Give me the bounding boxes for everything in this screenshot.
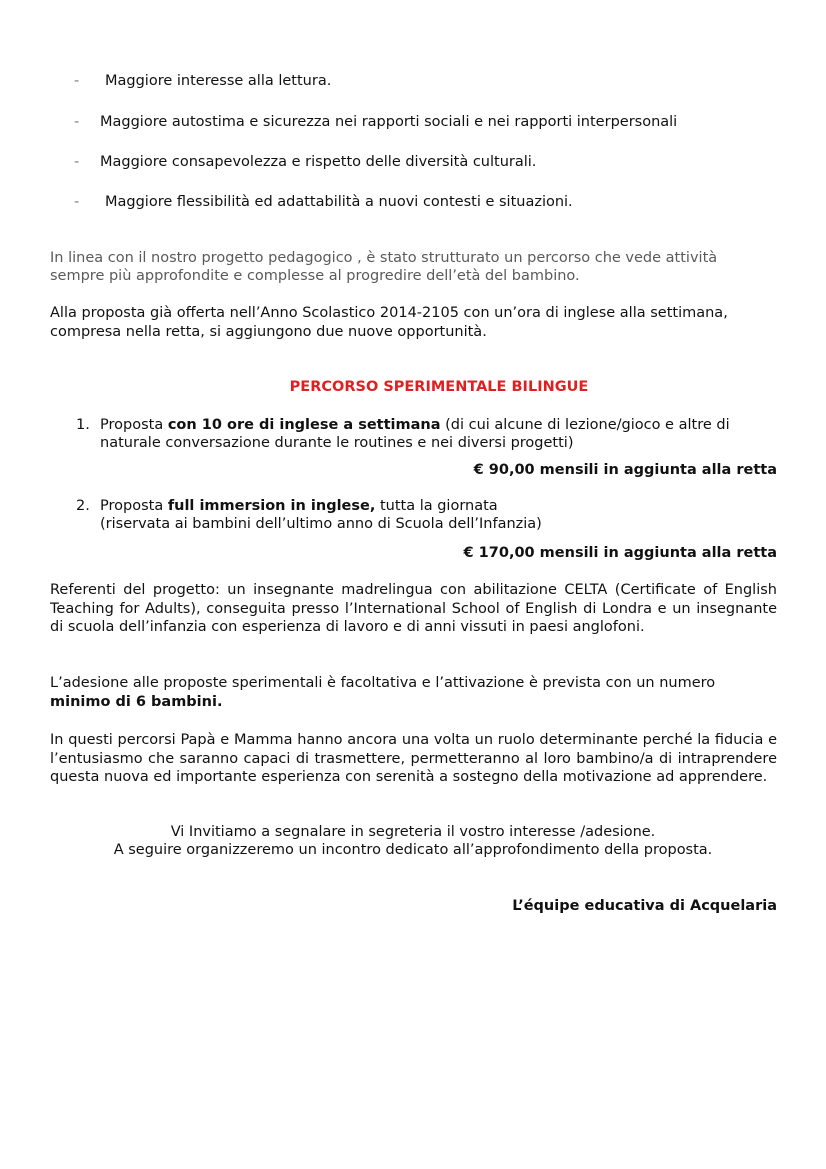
- option-prefix: Proposta: [100, 417, 168, 433]
- bullet-marker: -: [74, 73, 80, 89]
- option-bold: full immersion in inglese,: [167, 498, 376, 514]
- signature: L’équipe educativa di Acquelaria: [512, 898, 777, 914]
- referents-paragraph: Referenti del progetto: un insegnante madrelingua con abilitazione CELTA (Certificate of English Teaching for Adults), conseguita presso l’International School of English di Londra e un insegnante di scuola dell’infanzia con esperienza di lavoro e di anni vissuti in paesi anglofoni.: [50, 582, 777, 635]
- option-prefix: Proposta: [100, 498, 168, 514]
- bullet-item: Maggiore interesse alla lettura.: [105, 73, 332, 89]
- adhesion-minimum: minimo di 6 bambini.: [50, 694, 223, 710]
- option-line: [100, 416, 730, 435]
- intro-line: In linea con il nostro progetto pedagogico , è stato strutturato un percorso che vede attività: [50, 250, 718, 266]
- bullet-marker: -: [74, 194, 80, 210]
- option-number: 2.: [76, 498, 90, 514]
- option-line2: (riservata ai bambini dell’ultimo anno di Scuola dell’Infanzia): [100, 516, 542, 532]
- intro-line: sempre più approfondite e complesse al progredire dell’età del bambino.: [50, 268, 580, 284]
- option-price: € 90,00 mensili in aggiunta alla retta: [473, 462, 777, 478]
- invite-line: A seguire organizzeremo un incontro dedicato all’approfondimento della proposta.: [113, 842, 713, 858]
- invite-line: Vi Invitiamo a segnalare in segreteria il vostro interesse /adesione.: [170, 824, 656, 840]
- bullet-marker: -: [74, 154, 80, 170]
- bullet-marker: -: [74, 114, 80, 130]
- bullet-item: Maggiore flessibilità ed adattabilità a nuovi contesti e situazioni.: [105, 194, 573, 210]
- option-number: 1.: [76, 417, 90, 433]
- bullet-item: Maggiore autostima e sicurezza nei rapporti sociali e nei rapporti interpersonali: [100, 114, 678, 130]
- parents-paragraph: In questi percorsi Papà e Mamma hanno ancora una volta un ruolo determinante perché la fiducia e l’entusiasmo che saranno capaci di trasmettere, permetteranno al loro bambino/a di intraprendere questa nuova ed importante esperienza con serenità a sostegno della motivazione ad apprendere.: [50, 732, 777, 785]
- offer-line: Alla proposta già offerta nell’Anno Scolastico 2014-2105 con un’ora di inglese alla settimana,: [50, 305, 728, 321]
- option-price: € 170,00 mensili in aggiunta alla retta: [463, 545, 777, 561]
- option-bold: con 10 ore di inglese a settimana: [167, 417, 441, 433]
- option-suffix: tutta la giornata: [375, 498, 498, 514]
- offer-line: compresa nella retta, si aggiungono due nuove opportunità.: [50, 324, 487, 340]
- adhesion-line: L’adesione alle proposte sperimentali è facoltativa e l’attivazione è prevista con un numero: [50, 675, 716, 691]
- option-line2: naturale conversazione durante le routines e nei diversi progetti): [100, 435, 574, 451]
- section-title: PERCORSO SPERIMENTALE BILINGUE: [289, 379, 589, 395]
- option-suffix: (di cui alcune di lezione/gioco e altre di: [440, 417, 730, 433]
- bullet-item: Maggiore consapevolezza e rispetto delle diversità culturali.: [100, 154, 537, 170]
- option-line: [100, 497, 498, 516]
